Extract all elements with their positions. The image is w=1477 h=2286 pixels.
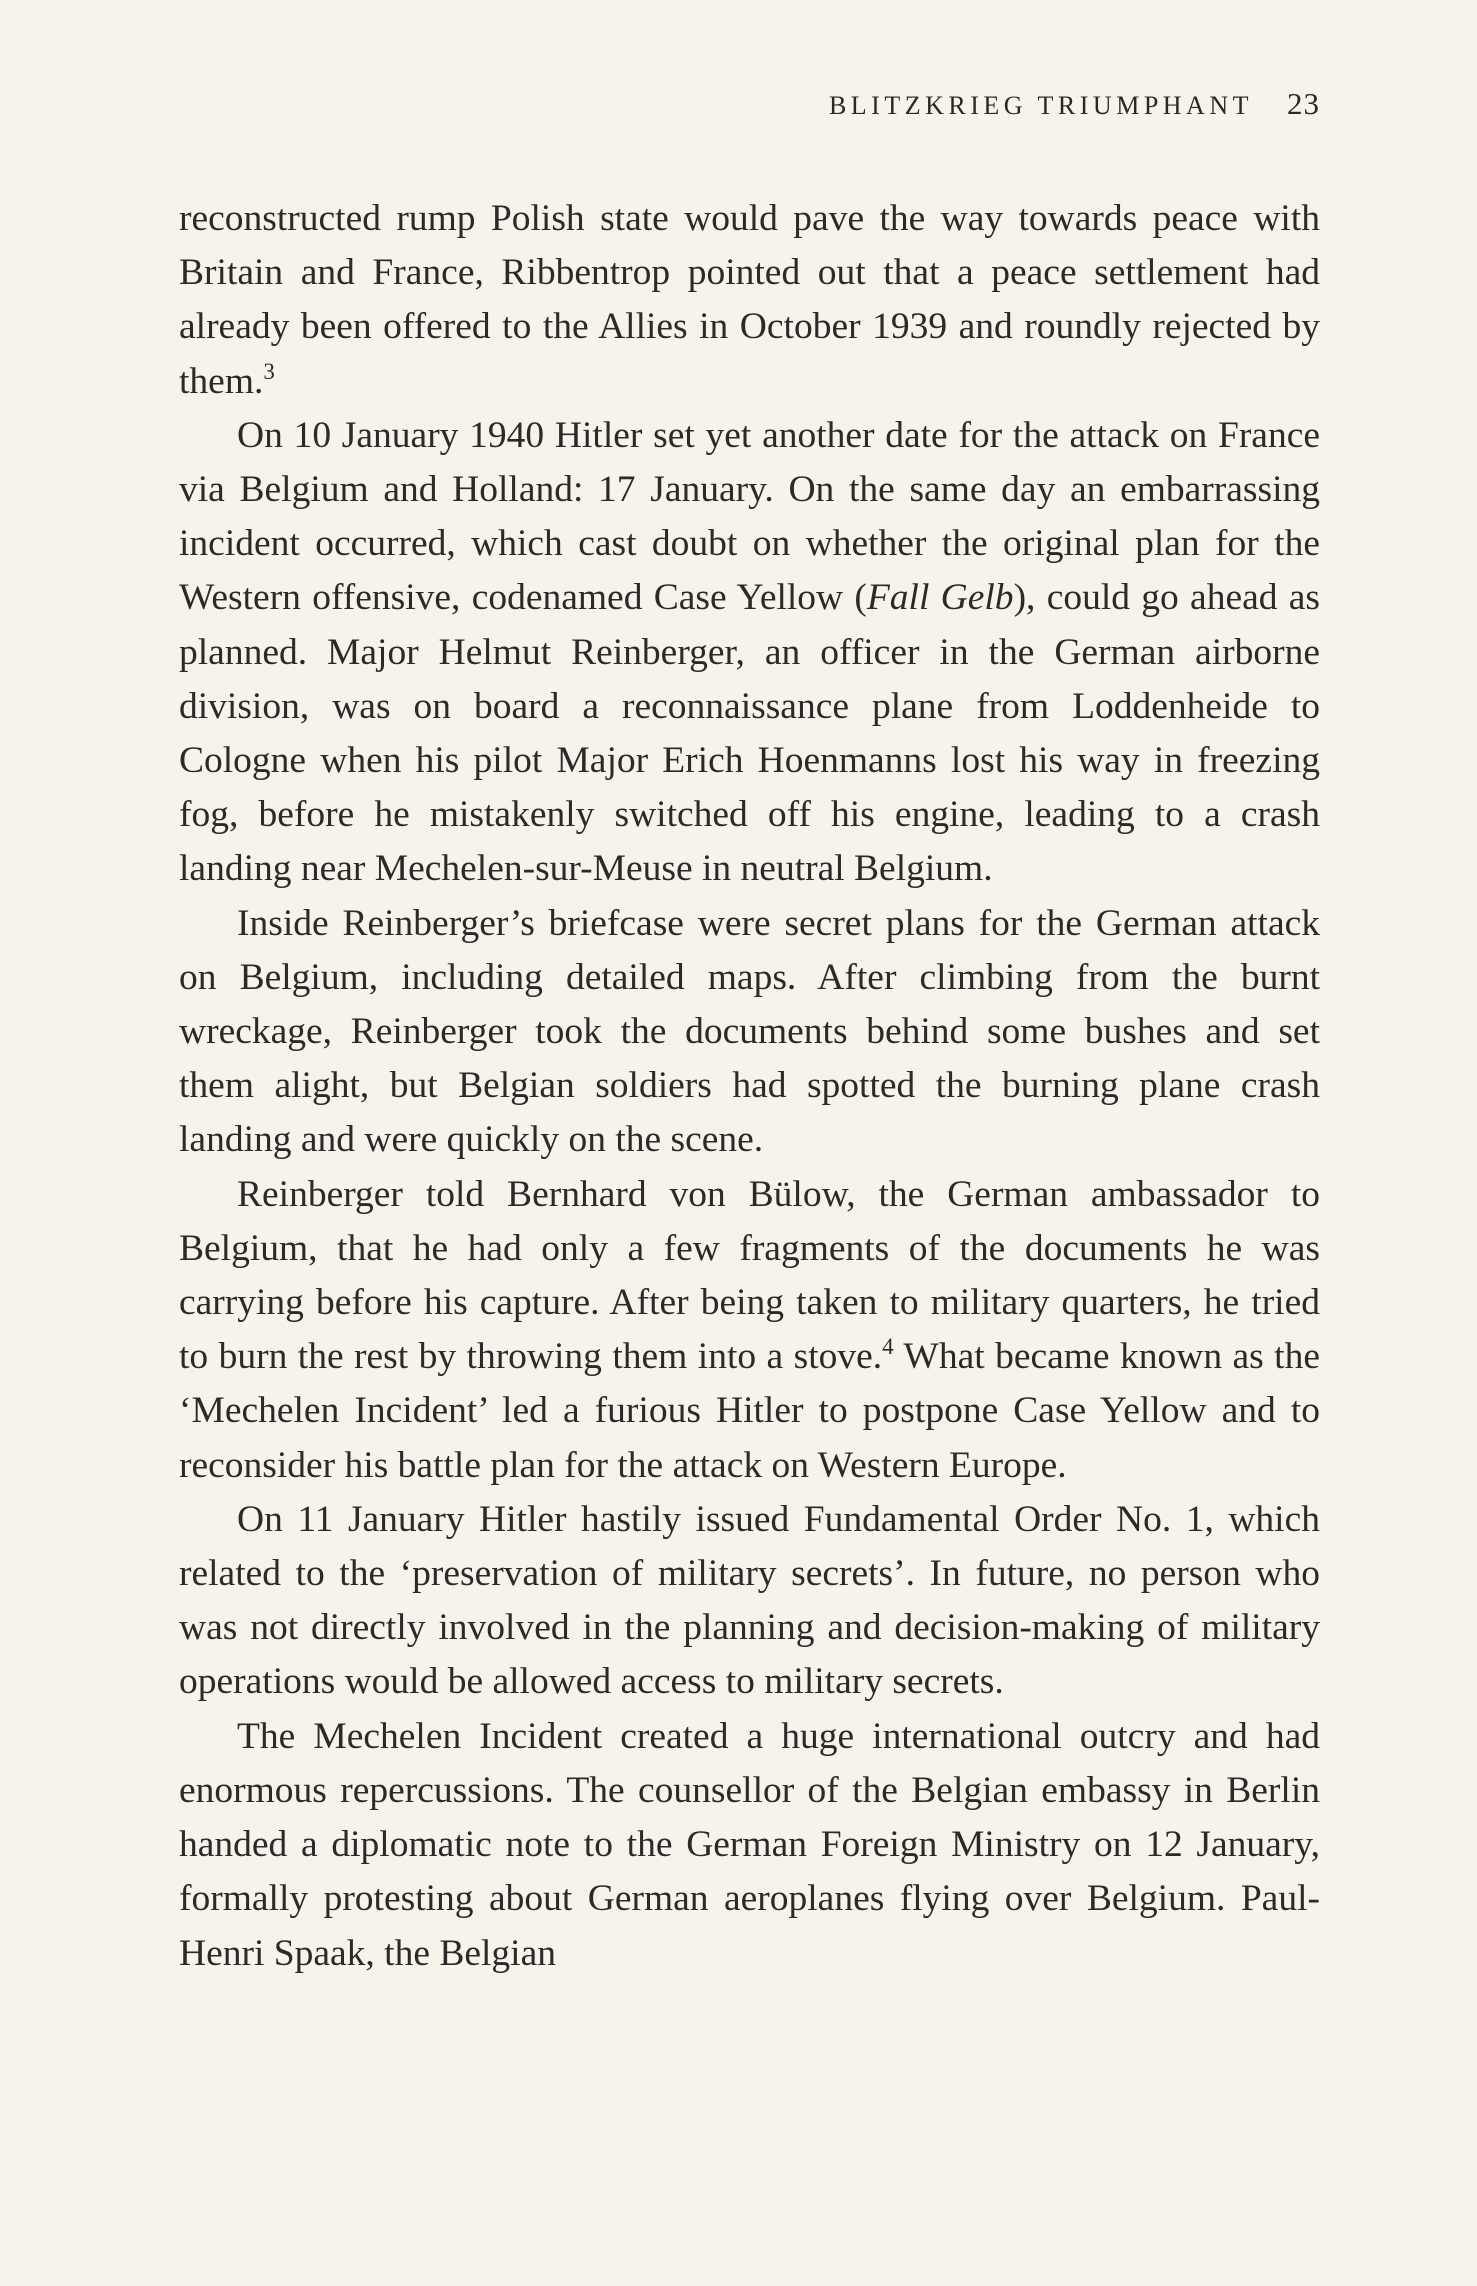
paragraph-3 [179, 897, 1320, 1168]
paragraph-text: Reinberger told Bernhard von Bülow, the German ambassador to Belgium, that he had only a few fragments of the documents he was carrying before his capture. After being taken to military quarters, he tried to burn the rest by throwing them into a stove. [179, 1173, 1320, 1378]
paragraph-text: ), could go ahead as planned. Major Helmut Reinberger, an officer in the German airborne division, was on board a reconnaissance plane from Loddenheide to Cologne when his pilot Major Erich Hoenmanns lost his way in freezing fog, before he mistakenly switched off his engine, leading to a crash landing near Mechelen-sur-Meuse in neutral Belgium. [179, 577, 1320, 890]
paragraph-text: reconstructed rump Polish state would pave the way towards peace with Britain and France, Ribbentrop pointed out that a peace settlement had already been offered to the Allies in October 1939 and roundly rejected by them. [179, 198, 1320, 402]
paragraph-text: On 10 January 1940 Hitler set yet another date for the attack on France via Belgium and Holland: 17 January. On the same day an embarrassing incident occurred, which cast doubt on whether the original plan for the Western offensive, codenamed Case Yellow ( [179, 414, 1320, 619]
running-head [740, 86, 1320, 122]
italic-term: Fall Gelb [866, 577, 1014, 619]
footnote-marker: 4 [882, 1334, 894, 1360]
body-text [179, 192, 1320, 1981]
paragraph-4 [179, 1168, 1320, 1493]
page-number: 23 [1287, 86, 1320, 121]
running-title: BLITZKRIEG TRIUMPHANT [828, 91, 1253, 120]
paragraph-1 [179, 192, 1320, 409]
paragraph-text: What became known as the ‘Mechelen Incident’ led a furious Hitler to postpone Case Yellow and to reconsider his battle plan for the attack on Western Europe. [179, 1336, 1320, 1486]
paragraph-6 [179, 1710, 1320, 1981]
paragraph-text: On 11 January Hitler hastily issued Fundamental Order No. 1, which related to the ‘preservation of military secrets’. In future, no person who was not directly involved in the planning and decision-making of military operations would be allowed access to military secrets. [179, 1498, 1320, 1703]
paragraph-text: The Mechelen Incident created a huge international outcry and had enormous repercussions. The counsellor of the Belgian embassy in Berlin handed a diplomatic note to the German Foreign Ministry on 12 January, formally protesting about German aeroplanes flying over Belgium. Paul-Henri Spaak, the Belgian [179, 1715, 1320, 1974]
paragraph-2 [179, 409, 1320, 897]
paragraph-text: Inside Reinberger’s briefcase were secret plans for the German attack on Belgium, including detailed maps. After climbing from the burnt wreckage, Reinberger took the documents behind some bushes and set them alight, but Belgian soldiers had spotted the burning plane crash landing and were quickly on the scene. [179, 902, 1320, 1161]
paragraph-5 [179, 1493, 1320, 1710]
footnote-marker: 3 [263, 358, 275, 384]
